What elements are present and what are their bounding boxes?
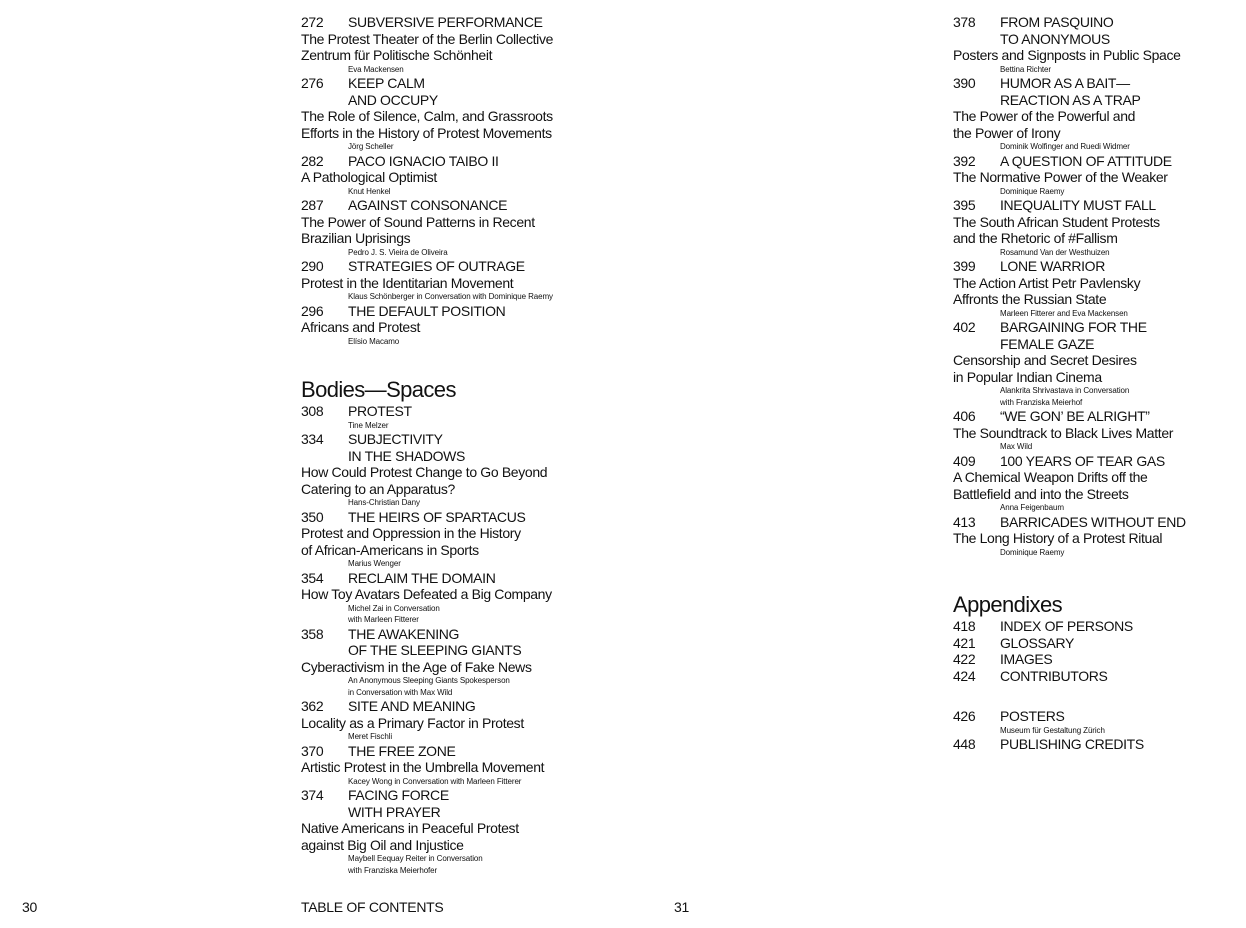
toc-entry [301, 698, 601, 743]
entry-title-line [301, 303, 601, 320]
entry-subtitle: in Popular Indian Cinema [953, 368, 1102, 385]
entry-title: POSTERS [1000, 708, 1065, 724]
entry-page-number: 370 [301, 742, 324, 759]
toc-entry [953, 153, 1243, 198]
entry-title: FROM PASQUINO [1000, 14, 1114, 30]
entry-author: Kacey Wong in Conversation with Marleen Fitterer [348, 776, 522, 786]
entry-author: Michel Zai in Conversation [348, 603, 440, 613]
entry-title: 100 YEARS OF TEAR GAS [1000, 452, 1165, 469]
entry-author: Dominique Raemy [1000, 547, 1065, 557]
toc-entry [953, 453, 1243, 514]
entry-page-number: 418 [953, 618, 976, 634]
entry-subtitle: Catering to an Apparatus? [301, 480, 455, 497]
entry-subtitle: Africans and Protest [301, 319, 421, 335]
entry-title-line [301, 698, 601, 715]
entry-title-line [953, 736, 1243, 753]
entry-page-number: 406 [953, 408, 976, 424]
entry-subtitle: Brazilian Uprisings [301, 230, 411, 246]
entry-title-line [301, 570, 601, 587]
entry-subtitle: The Action Artist Petr Pavlensky [953, 274, 1141, 291]
entry-title-line [301, 258, 601, 275]
entry-title: THE FREE ZONE [348, 742, 456, 759]
entry-author: with Marleen Fitterer [348, 615, 419, 624]
entry-title: INDEX OF PERSONS [1000, 618, 1133, 634]
entry-author: Jörg Scheller [348, 142, 394, 151]
toc-entry [301, 570, 601, 626]
entry-page-number: 308 [301, 403, 324, 419]
entry-author: Elísio Macamo [348, 336, 400, 346]
entry-title-line [301, 153, 601, 170]
entry-subtitle: and the Rhetoric of #Fallism [953, 230, 1118, 246]
running-head: TABLE OF CONTENTS [301, 899, 444, 915]
entry-title-line [301, 787, 601, 804]
entry-page-number: 448 [953, 736, 976, 752]
entry-subtitle: The South African Student Protests [953, 213, 1160, 230]
toc-entry [301, 303, 601, 348]
toc-entry [953, 651, 1243, 668]
entry-author: Marleen Fitterer and Eva Mackensen [1000, 308, 1128, 318]
entry-title: IN THE SHADOWS [348, 447, 465, 464]
entry-title: RECLAIM THE DOMAIN [348, 569, 496, 586]
entry-page-number: 276 [301, 75, 324, 91]
entry-page-number: 374 [301, 787, 324, 803]
entry-author: Dominique Raemy [1000, 186, 1065, 196]
entry-author: Pedro J. S. Vieira de Oliveira [348, 247, 448, 257]
toc-entry [301, 626, 601, 699]
entry-subtitle: The Long History of a Protest Ritual [953, 530, 1163, 546]
entry-subtitle: The Power of Sound Patterns in Recent [301, 213, 535, 230]
toc-entry [953, 319, 1243, 408]
toc-entry [301, 431, 601, 509]
toc-entry [301, 258, 601, 303]
entry-author: with Franziska Meierhof [1000, 397, 1083, 407]
section-heading: Bodies—Spaces [301, 377, 456, 402]
entry-title: STRATEGIES OF OUTRAGE [348, 258, 525, 274]
entry-title: REACTION AS A TRAP [1000, 91, 1141, 108]
entry-subtitle: The Power of the Powerful and [953, 108, 1136, 124]
entry-page-number: 362 [301, 698, 324, 714]
entry-title-line [953, 31, 1243, 48]
entry-author: Max Wild [1000, 442, 1033, 451]
entry-title-line [301, 75, 601, 92]
entry-title: FACING FORCE [348, 787, 449, 803]
entry-subtitle: Native Americans in Peaceful Protest [301, 820, 519, 836]
toc-entry [301, 743, 601, 788]
entry-title: INEQUALITY MUST FALL [1000, 197, 1156, 213]
entry-title: BARRICADES WITHOUT END [1000, 513, 1186, 530]
entry-title-line [953, 708, 1243, 725]
entry-title: HUMOR AS A BAIT— [1000, 75, 1130, 91]
entry-subtitle: The Normative Power of the Weaker [953, 169, 1168, 185]
page-number-left: 30 [22, 899, 37, 915]
toc-entry [301, 75, 601, 153]
entry-page-number: 282 [301, 152, 324, 169]
entry-title: IMAGES [1000, 651, 1053, 667]
entry-subtitle: Cyberactivism in the Age of Fake News [301, 658, 532, 675]
toc-entry [953, 408, 1243, 453]
entry-page-number: 287 [301, 197, 324, 213]
entry-title-line [301, 431, 601, 448]
entry-subtitle: of African-Americans in Sports [301, 541, 479, 558]
entry-subtitle: Protest in the Identitarian Movement [301, 274, 514, 291]
toc-entry [301, 153, 601, 198]
toc-entry [301, 509, 601, 570]
entry-subtitle: How Could Protest Change to Go Beyond [301, 464, 548, 480]
entry-title-line [953, 408, 1243, 425]
entry-title: PACO IGNACIO TAIBO II [348, 152, 499, 169]
toc-entry [953, 635, 1243, 652]
entry-author: Anna Feigenbaum [1000, 503, 1064, 512]
entry-subtitle: How Toy Avatars Defeated a Big Company [301, 586, 552, 602]
entry-author: Meret Fischli [348, 732, 393, 741]
toc-entry [301, 14, 601, 75]
entry-page-number: 392 [953, 152, 976, 169]
entry-subtitle: Locality as a Primary Factor in Protest [301, 714, 524, 731]
toc-entry [953, 514, 1243, 559]
entry-page-number: 402 [953, 319, 976, 335]
entry-page-number: 390 [953, 75, 976, 91]
entry-title: WITH PRAYER [348, 803, 441, 820]
entry-title: SUBVERSIVE PERFORMANCE [348, 14, 543, 30]
entry-title-line [953, 668, 1243, 685]
entry-title: THE HEIRS OF SPARTACUS [348, 508, 526, 525]
entry-subtitle: The Role of Silence, Calm, and Grassroots [301, 108, 553, 124]
entry-title-line [301, 642, 601, 659]
entry-author: in Conversation with Max Wild [348, 687, 453, 697]
entry-subtitle: Battlefield and into the Streets [953, 485, 1129, 502]
entry-title: TO ANONYMOUS [1000, 30, 1110, 47]
entry-title-line [301, 804, 601, 821]
entry-subtitle: Protest and Oppression in the History [301, 525, 521, 541]
entry-title: “WE GON’ BE ALRIGHT” [1000, 408, 1150, 424]
entry-page-number: 378 [953, 14, 976, 30]
toc-entry [953, 736, 1243, 753]
entry-title-line [301, 509, 601, 526]
section-heading: Appendixes [953, 592, 1062, 617]
entry-title: KEEP CALM [348, 75, 425, 91]
entry-title: FEMALE GAZE [1000, 335, 1095, 352]
entry-title: PUBLISHING CREDITS [1000, 736, 1144, 752]
entry-subtitle: Affronts the Russian State [953, 291, 1107, 307]
entry-title: SITE AND MEANING [348, 698, 476, 714]
entry-author: Tine Melzer [348, 420, 389, 430]
entry-author: Eva Mackensen [348, 64, 404, 74]
entry-page-number: 422 [953, 651, 976, 667]
entry-title-line [953, 651, 1243, 668]
entry-subtitle: Efforts in the History of Protest Movements [301, 124, 552, 141]
entry-title-line [953, 153, 1243, 170]
page-number-right: 31 [674, 899, 689, 915]
entry-title-line [953, 14, 1243, 31]
entry-subtitle: The Protest Theater of the Berlin Collective [301, 30, 554, 47]
entry-subtitle: against Big Oil and Injustice [301, 836, 464, 853]
spacer [953, 684, 1243, 708]
toc-column-right [953, 14, 1243, 753]
entry-page-number: 290 [301, 258, 324, 274]
entry-title: SUBJECTIVITY [348, 431, 443, 447]
entry-page-number: 409 [953, 452, 976, 469]
entry-author: Rosamund Van der Westhuizen [1000, 247, 1110, 257]
toc-entry [301, 787, 601, 876]
entry-page-number: 350 [301, 508, 324, 525]
entry-title: GLOSSARY [1000, 634, 1074, 651]
entry-subtitle: The Soundtrack to Black Lives Matter [953, 424, 1174, 441]
toc-entry [301, 403, 601, 431]
entry-page-number: 296 [301, 302, 324, 319]
entry-title: THE AWAKENING [348, 625, 460, 642]
entry-author: Hans-Christian Dany [348, 498, 420, 507]
entry-title-line [953, 197, 1243, 214]
toc-column-left [301, 14, 601, 876]
entry-title-line [301, 403, 601, 420]
entry-page-number: 424 [953, 667, 976, 684]
toc-entry [953, 14, 1243, 75]
entry-subtitle: Posters and Signposts in Public Space [953, 47, 1181, 63]
entry-author: Maybell Eequay Reiter in Conversation [348, 854, 483, 863]
entry-title-line [301, 197, 601, 214]
entry-title: A QUESTION OF ATTITUDE [1000, 152, 1172, 169]
entry-page-number: 272 [301, 14, 324, 30]
entry-title-line [953, 92, 1243, 109]
entry-page-number: 358 [301, 625, 324, 642]
entry-title-line [953, 453, 1243, 470]
entry-title: LONE WARRIOR [1000, 258, 1105, 274]
entry-title: OF THE SLEEPING GIANTS [348, 642, 522, 658]
entry-title-line [953, 635, 1243, 652]
toc-entry [953, 258, 1243, 319]
entry-subtitle: Artistic Protest in the Umbrella Movement [301, 759, 545, 775]
entry-title-line [953, 336, 1243, 353]
entry-author: An Anonymous Sleeping Giants Spokesperson [348, 676, 510, 685]
entry-title-line [953, 258, 1243, 275]
entry-author: Marius Wenger [348, 559, 401, 568]
entry-title-line [953, 618, 1243, 635]
entry-title: AND OCCUPY [348, 91, 438, 108]
entry-page-number: 395 [953, 197, 976, 213]
entry-title-line [301, 92, 601, 109]
entry-title-line [301, 448, 601, 465]
entry-subtitle: A Chemical Weapon Drifts off the [953, 469, 1148, 485]
entry-subtitle: A Pathological Optimist [301, 169, 437, 185]
toc-entry [301, 197, 601, 258]
toc-entry [953, 75, 1243, 153]
entry-title: CONTRIBUTORS [1000, 667, 1108, 684]
entry-page-number: 413 [953, 513, 976, 530]
entry-page-number: 354 [301, 569, 324, 586]
entry-title-line [301, 626, 601, 643]
entry-title: AGAINST CONSONANCE [348, 197, 508, 213]
entry-title-line [953, 319, 1243, 336]
entry-author: Dominik Wolfinger and Ruedi Widmer [1000, 142, 1130, 151]
entry-author: Bettina Richter [1000, 64, 1051, 74]
entry-author: with Franziska Meierhofer [348, 865, 438, 875]
entry-title-line [301, 14, 601, 31]
entry-page-number: 421 [953, 634, 976, 651]
entry-subtitle: Zentrum für Politische Schönheit [301, 47, 493, 63]
entry-title-line [301, 743, 601, 760]
entry-title: PROTEST [348, 403, 412, 419]
toc-entry [953, 618, 1243, 635]
entry-title-line [953, 75, 1243, 92]
entry-subtitle: Censorship and Secret Desires [953, 352, 1137, 368]
entry-author: Klaus Schönberger in Conversation with Dominique Raemy [348, 292, 553, 301]
entry-author: Alankrita Shrivastava in Conversation [1000, 386, 1130, 395]
toc-entry [953, 668, 1243, 685]
toc-entry [953, 197, 1243, 258]
entry-page-number: 426 [953, 708, 976, 724]
entry-title-line [953, 514, 1243, 531]
entry-author: Knut Henkel [348, 186, 391, 196]
entry-page-number: 334 [301, 431, 324, 447]
entry-subtitle: the Power of Irony [953, 124, 1061, 141]
entry-page-number: 399 [953, 258, 976, 274]
toc-entry [953, 708, 1243, 736]
entry-title: THE DEFAULT POSITION [348, 302, 506, 319]
entry-author: Museum für Gestaltung Zürich [1000, 725, 1105, 735]
entry-title: BARGAINING FOR THE [1000, 319, 1147, 335]
